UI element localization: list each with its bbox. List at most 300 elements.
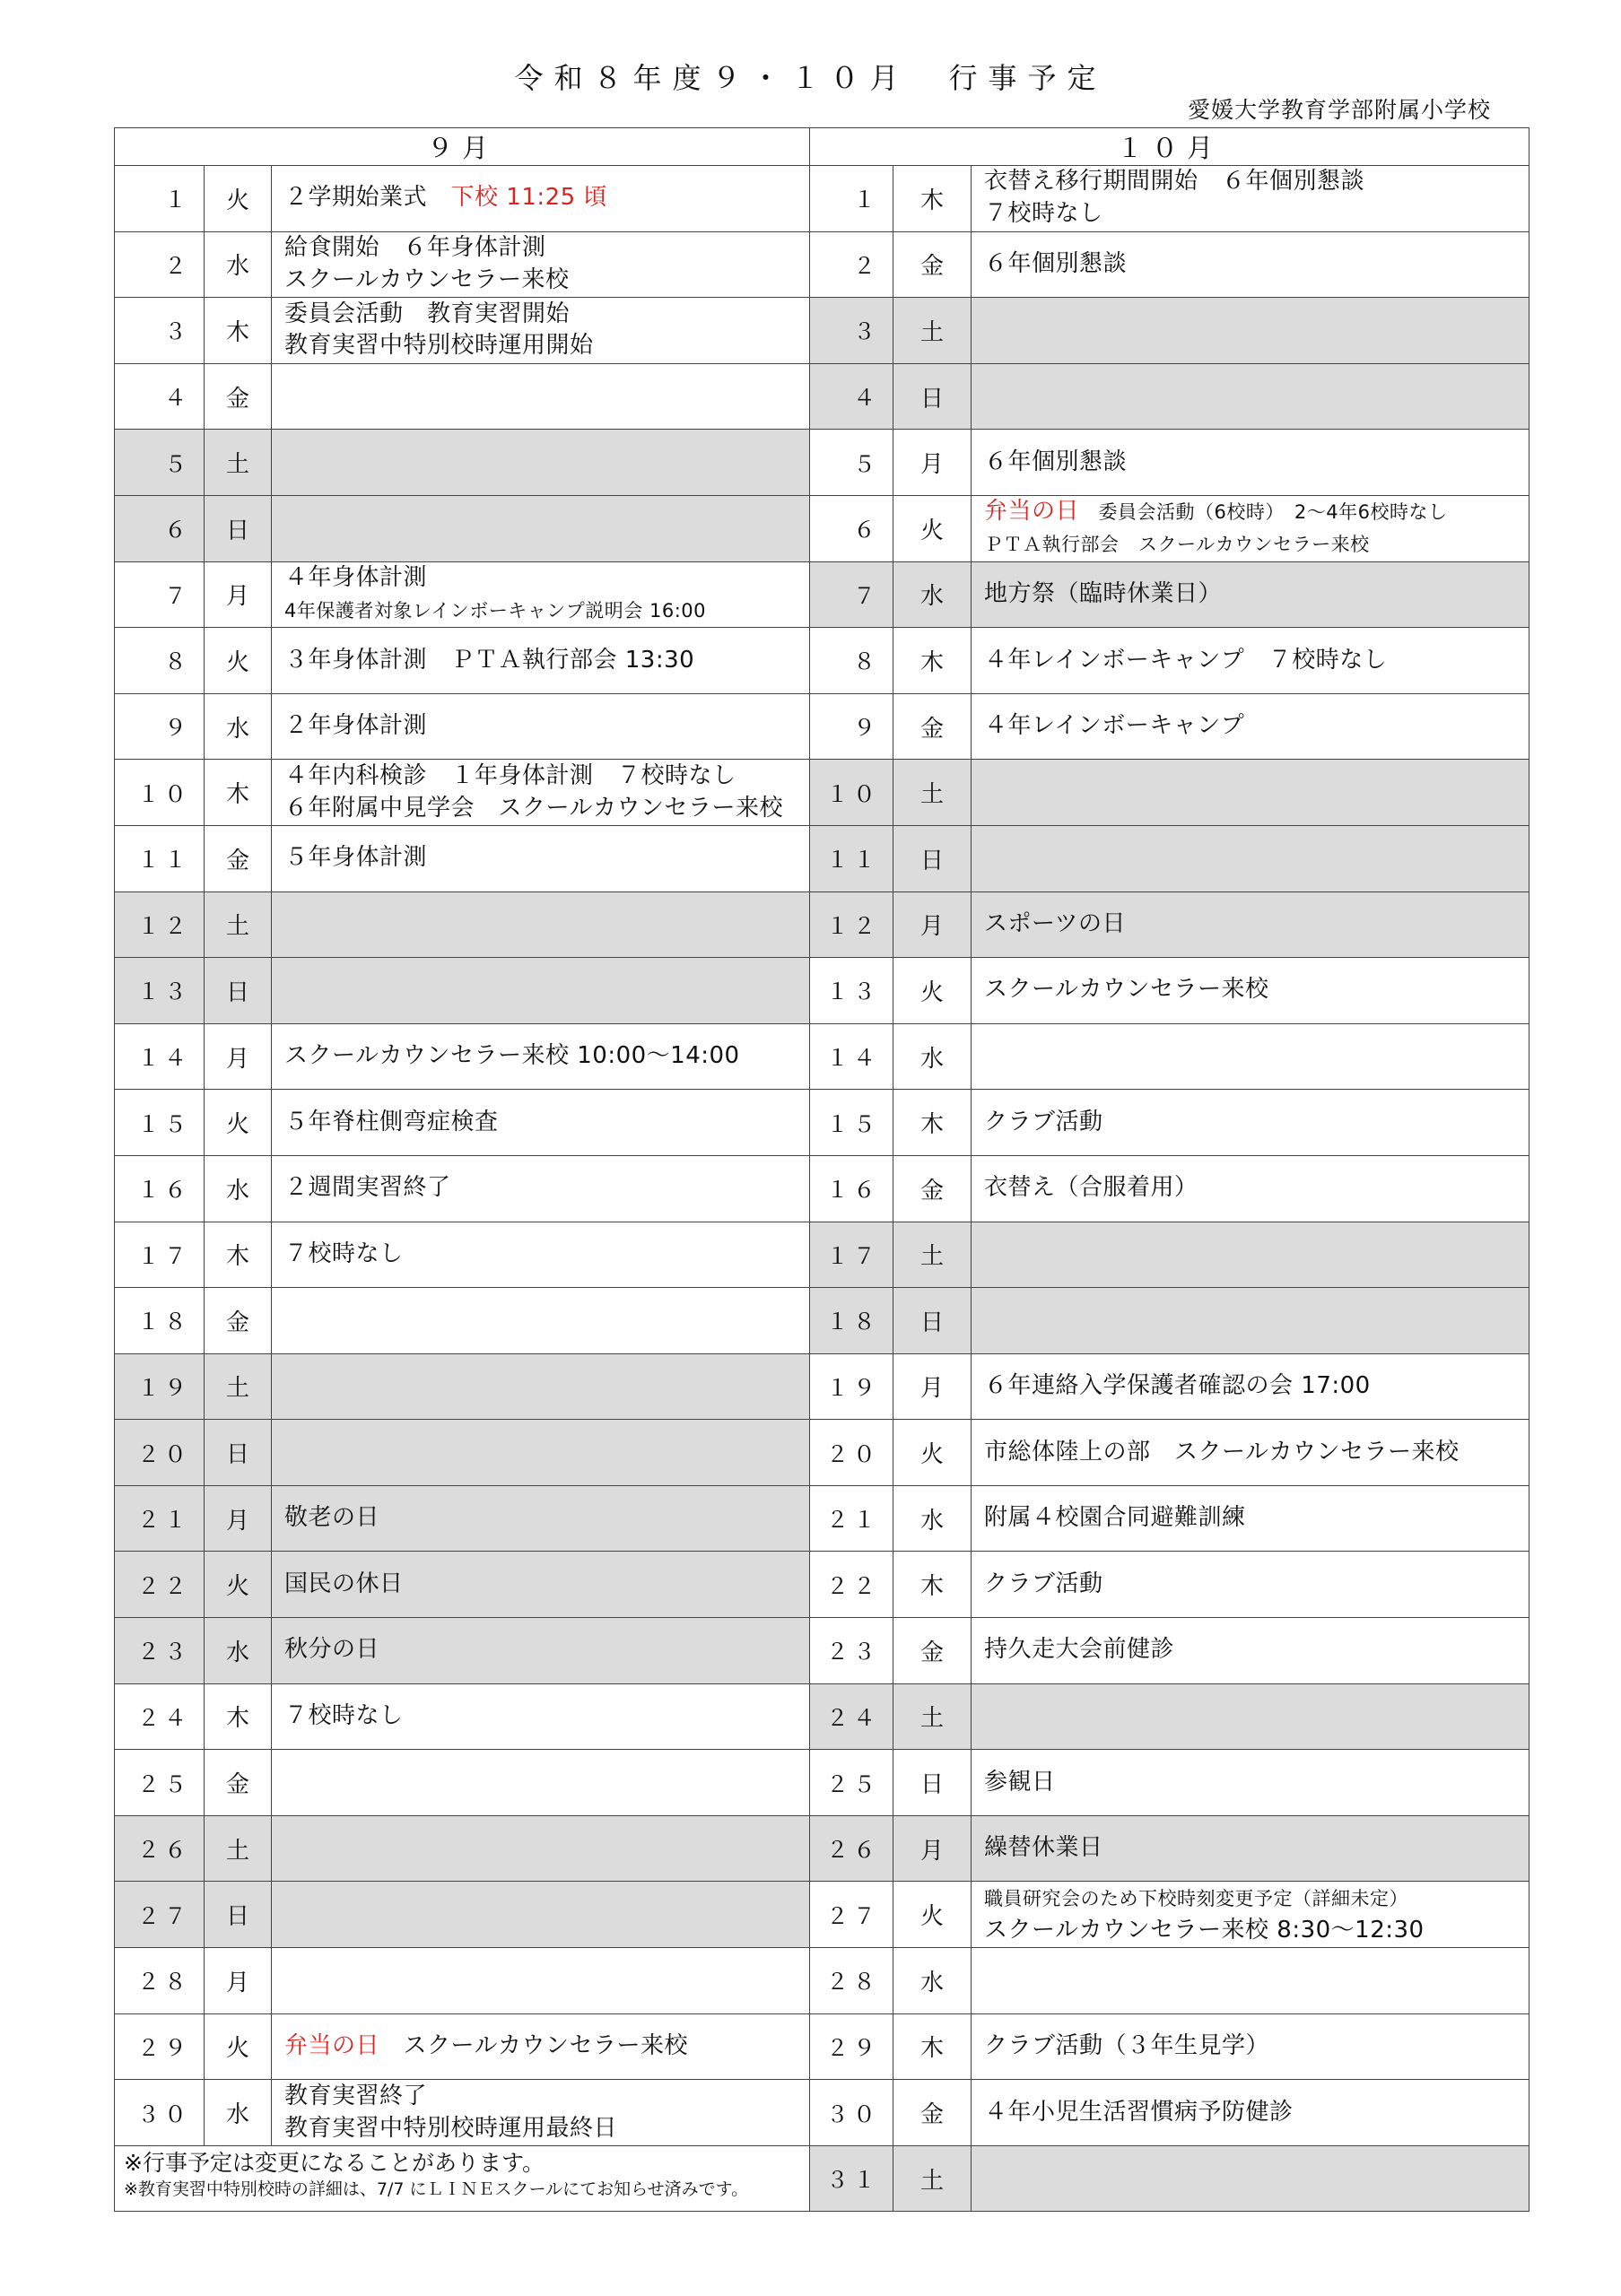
sep-date: １６ — [115, 1155, 205, 1222]
oct-date: ２９ — [810, 2013, 893, 2080]
sep-date: ２４ — [115, 1683, 205, 1750]
table-row — [115, 1815, 1529, 1882]
table-row — [115, 2013, 1529, 2080]
sep-weekday: 土 — [205, 891, 272, 958]
sep-weekday: 木 — [205, 760, 272, 826]
event-line — [984, 198, 1529, 230]
sep-events — [272, 298, 810, 364]
oct-events — [972, 825, 1529, 891]
event-line — [284, 562, 809, 595]
event-text: ６年個別懇談 — [984, 249, 1128, 277]
sep-events — [272, 1948, 810, 2014]
event-line — [284, 595, 809, 627]
event-text: ４年レインボーキャンプ ７校時なし — [984, 646, 1388, 674]
sep-weekday: 日 — [205, 1420, 272, 1486]
event-line — [284, 1700, 809, 1733]
event-line — [984, 1172, 1529, 1205]
oct-weekday: 日 — [893, 363, 972, 430]
event-line — [284, 1040, 809, 1073]
sep-weekday: 日 — [205, 1882, 272, 1948]
oct-events — [972, 1552, 1529, 1618]
oct-events — [972, 1683, 1529, 1750]
sep-weekday: 木 — [205, 1222, 272, 1288]
sep-events — [272, 1023, 810, 1090]
event-text: クラブ活動 — [984, 1108, 1103, 1135]
sep-date: ３ — [115, 298, 205, 364]
oct-weekday: 水 — [893, 1485, 972, 1552]
sep-weekday: 金 — [205, 363, 272, 430]
event-line — [284, 1172, 809, 1205]
table-row — [115, 1155, 1529, 1222]
event-line — [984, 1767, 1529, 1799]
sep-date: ３０ — [115, 2080, 205, 2146]
sep-events — [272, 495, 810, 561]
oct-date: ３１ — [810, 2145, 893, 2212]
oct-weekday: 木 — [893, 1090, 972, 1156]
table-row — [115, 2145, 1529, 2212]
event-text: ６年附属中見学会 スクールカウンセラー来校 — [284, 794, 783, 822]
event-text: ５年脊柱側弯症検査 — [284, 1108, 499, 1135]
event-line — [984, 2031, 1529, 2063]
event-text: ４年内科検診 １年身体計測 ７校時なし — [284, 761, 736, 789]
sep-events — [272, 693, 810, 760]
event-line — [284, 1569, 809, 1601]
sep-weekday: 土 — [205, 430, 272, 496]
oct-weekday: 金 — [893, 1618, 972, 1684]
event-text: 教育実習中特別校時運用最終日 — [284, 2114, 618, 2142]
event-text: スクールカウンセラー来校 — [284, 265, 570, 293]
event-text: クラブ活動 — [984, 1570, 1103, 1597]
oct-date: １３ — [810, 958, 893, 1024]
table-row — [115, 363, 1529, 430]
oct-events — [972, 2145, 1529, 2212]
event-line — [984, 528, 1529, 561]
event-text: ６年個別懇談 — [984, 448, 1128, 475]
oct-date: １２ — [810, 891, 893, 958]
oct-events — [972, 1948, 1529, 2014]
sep-date: １１ — [115, 825, 205, 891]
sep-date: １ — [115, 166, 205, 232]
event-line — [284, 1502, 809, 1535]
sep-weekday: 水 — [205, 1155, 272, 1222]
event-text: 衣替え（合服着用） — [984, 1174, 1198, 1202]
event-line — [984, 1832, 1529, 1865]
oct-events — [972, 1090, 1529, 1156]
sep-date: ９ — [115, 693, 205, 760]
sep-date: １５ — [115, 1090, 205, 1156]
event-line — [984, 2097, 1529, 2129]
oct-weekday: 月 — [893, 891, 972, 958]
table-row — [115, 1288, 1529, 1354]
event-text: 教育実習中特別校時運用開始 — [284, 332, 594, 360]
oct-date: １６ — [810, 1155, 893, 1222]
oct-events — [972, 760, 1529, 826]
sep-weekday: 火 — [205, 628, 272, 694]
event-text: 国民の休日 — [284, 1570, 404, 1597]
table-row — [115, 1420, 1529, 1486]
table-row — [115, 1948, 1529, 2014]
oct-date: ２８ — [810, 1948, 893, 2014]
table-row — [115, 891, 1529, 958]
oct-events — [972, 891, 1529, 958]
table-row — [115, 495, 1529, 561]
note-special-schedule: ※教育実習中特別校時の詳細は、7/7 にＬＩＮＥスクールにてお知らせ済みです。 — [124, 2179, 749, 2199]
sep-events — [272, 363, 810, 430]
table-row — [115, 1882, 1529, 1948]
oct-events — [972, 1155, 1529, 1222]
oct-events — [972, 1222, 1529, 1288]
sep-events — [272, 430, 810, 496]
oct-weekday: 月 — [893, 1353, 972, 1420]
sep-weekday: 木 — [205, 1683, 272, 1750]
event-text: ７校時なし — [984, 200, 1103, 228]
event-text: 委員会活動（6校時） 2～4年6校時なし — [1079, 501, 1448, 524]
oct-date: １８ — [810, 1288, 893, 1354]
sep-weekday: 水 — [205, 693, 272, 760]
oct-events — [972, 363, 1529, 430]
sep-events — [272, 1815, 810, 1882]
oct-weekday: 土 — [893, 1222, 972, 1288]
sep-weekday: 月 — [205, 1023, 272, 1090]
oct-date: １７ — [810, 1222, 893, 1288]
event-text: ２学期始業式 — [284, 184, 451, 212]
table-row — [115, 561, 1529, 628]
oct-weekday: 月 — [893, 430, 972, 496]
oct-weekday: 日 — [893, 1288, 972, 1354]
event-text: スクールカウンセラー来校 — [984, 976, 1269, 1004]
oct-date: １９ — [810, 1353, 893, 1420]
sep-events — [272, 1683, 810, 1750]
sep-weekday: 火 — [205, 1090, 272, 1156]
oct-date: １５ — [810, 1090, 893, 1156]
oct-date: ６ — [810, 495, 893, 561]
oct-date: ３ — [810, 298, 893, 364]
event-line — [984, 974, 1529, 1006]
sep-events — [272, 1750, 810, 1816]
event-line — [284, 1634, 809, 1666]
oct-events — [972, 1288, 1529, 1354]
sep-date: １８ — [115, 1288, 205, 1354]
oct-date: ２４ — [810, 1683, 893, 1750]
oct-date: ２２ — [810, 1552, 893, 1618]
sep-events — [272, 628, 810, 694]
oct-weekday: 火 — [893, 1420, 972, 1486]
oct-events — [972, 166, 1529, 232]
event-line — [284, 1239, 809, 1271]
sep-events — [272, 1618, 810, 1684]
sep-date: ２６ — [115, 1815, 205, 1882]
sep-date: １９ — [115, 1353, 205, 1420]
sep-events — [272, 2013, 810, 2080]
sep-events — [272, 1090, 810, 1156]
sep-date: ２０ — [115, 1420, 205, 1486]
event-line — [984, 1437, 1529, 1469]
table-row — [115, 760, 1529, 826]
sep-events — [272, 1288, 810, 1354]
sep-date: ４ — [115, 363, 205, 430]
sep-events — [272, 561, 810, 628]
table-row — [115, 1618, 1529, 1684]
event-text: ２週間実習終了 — [284, 1174, 451, 1202]
oct-date: １ — [810, 166, 893, 232]
oct-weekday: 木 — [893, 2013, 972, 2080]
event-text: ６年連絡入学保護者確認の会 17:00 — [984, 1372, 1371, 1400]
sep-events — [272, 1155, 810, 1222]
sep-date: ６ — [115, 495, 205, 561]
event-text: スポーツの日 — [984, 909, 1126, 937]
oct-events — [972, 1618, 1529, 1684]
oct-weekday: 木 — [893, 628, 972, 694]
event-line — [984, 166, 1529, 198]
event-text: 市総体陸上の部 スクールカウンセラー来校 — [984, 1438, 1460, 1465]
event-text: ４年レインボーキャンプ — [984, 712, 1245, 740]
oct-events — [972, 561, 1529, 628]
sep-date: １４ — [115, 1023, 205, 1090]
schedule-body — [115, 166, 1529, 2212]
sep-events — [272, 891, 810, 958]
event-line — [984, 496, 1529, 528]
sep-events — [272, 760, 810, 826]
sep-weekday: 金 — [205, 1288, 272, 1354]
event-line — [284, 645, 809, 677]
oct-events — [972, 2013, 1529, 2080]
event-text: ７校時なし — [284, 1702, 404, 1730]
table-row — [115, 166, 1529, 232]
event-line — [984, 1502, 1529, 1535]
event-line — [984, 1370, 1529, 1403]
event-text: ５年身体計測 — [284, 844, 428, 872]
oct-events — [972, 693, 1529, 760]
oct-events — [972, 430, 1529, 496]
note-change: ※行事予定は変更になることがあります。 — [124, 2149, 545, 2176]
oct-date: ８ — [810, 628, 893, 694]
oct-date: １４ — [810, 1023, 893, 1090]
oct-weekday: 月 — [893, 1815, 972, 1882]
oct-events — [972, 1353, 1529, 1420]
sep-date: ２３ — [115, 1618, 205, 1684]
table-row — [115, 231, 1529, 298]
event-text: ４年身体計測 — [284, 563, 428, 591]
event-text: スクールカウンセラー来校 10:00～14:00 — [284, 1042, 740, 1070]
sep-date: ２８ — [115, 1948, 205, 2014]
event-text: 秋分の日 — [284, 1636, 380, 1664]
table-row — [115, 1023, 1529, 1090]
oct-date: ２０ — [810, 1420, 893, 1486]
oct-events — [972, 1882, 1529, 1948]
sep-events — [272, 1353, 810, 1420]
sep-weekday: 月 — [205, 1485, 272, 1552]
event-line — [984, 1569, 1529, 1601]
oct-weekday: 水 — [893, 1023, 972, 1090]
event-line — [984, 1915, 1529, 1947]
sep-weekday: 月 — [205, 561, 272, 628]
sep-date: ２９ — [115, 2013, 205, 2080]
sep-date: １３ — [115, 958, 205, 1024]
table-row — [115, 1485, 1529, 1552]
sep-date: ２２ — [115, 1552, 205, 1618]
event-text: クラブ活動（３年生見学） — [984, 2031, 1270, 2059]
event-line — [284, 761, 809, 793]
september-header: ９月 — [115, 128, 810, 166]
sep-events — [272, 166, 810, 232]
event-text: ７校時なし — [284, 1239, 404, 1267]
sep-date: ２７ — [115, 1882, 205, 1948]
sep-events — [272, 231, 810, 298]
oct-weekday: 金 — [893, 1155, 972, 1222]
event-line — [284, 330, 809, 362]
event-text: 参観日 — [984, 1768, 1056, 1796]
table-row — [115, 1090, 1529, 1156]
oct-weekday: 火 — [893, 1882, 972, 1948]
table-row — [115, 1222, 1529, 1288]
sep-events — [272, 1420, 810, 1486]
oct-date: １０ — [810, 760, 893, 826]
sep-weekday: 水 — [205, 1618, 272, 1684]
sep-events — [272, 1222, 810, 1288]
sep-date: ２１ — [115, 1485, 205, 1552]
sep-weekday: 日 — [205, 495, 272, 561]
sep-weekday: 木 — [205, 298, 272, 364]
sep-weekday: 火 — [205, 166, 272, 232]
oct-events — [972, 1815, 1529, 1882]
event-line — [284, 2031, 809, 2063]
oct-events — [972, 298, 1529, 364]
oct-events — [972, 231, 1529, 298]
event-text: 衣替え移行期間開始 ６年個別懇談 — [984, 168, 1365, 196]
sep-date: １７ — [115, 1222, 205, 1288]
event-line — [284, 842, 809, 874]
event-text: 4年保護者対象レインボーキャンプ説明会 16:00 — [284, 599, 707, 622]
event-line — [284, 793, 809, 825]
table-row — [115, 628, 1529, 694]
event-line — [284, 1107, 809, 1139]
oct-date: ９ — [810, 693, 893, 760]
sep-events — [272, 2080, 810, 2146]
oct-weekday: 水 — [893, 1948, 972, 2014]
highlight-text: 下校 11:25 頃 — [450, 184, 607, 212]
table-row — [115, 1353, 1529, 1420]
event-line — [984, 248, 1529, 281]
sep-date: １２ — [115, 891, 205, 958]
sep-events — [272, 958, 810, 1024]
event-text: 地方祭（臨時休業日） — [984, 579, 1223, 607]
oct-events — [972, 2080, 1529, 2146]
oct-weekday: 土 — [893, 298, 972, 364]
event-text: ４年小児生活習慣病予防健診 — [984, 2098, 1294, 2126]
event-text: 給食開始 ６年身体計測 — [284, 234, 546, 262]
event-line — [984, 1107, 1529, 1139]
sep-weekday: 土 — [205, 1353, 272, 1420]
sep-weekday: 金 — [205, 825, 272, 891]
table-row — [115, 693, 1529, 760]
sep-date: ８ — [115, 628, 205, 694]
sep-weekday: 火 — [205, 1552, 272, 1618]
october-header: １０月 — [810, 128, 1529, 166]
school-name: 愛媛大学教育学部附属小学校 — [1187, 97, 1491, 123]
oct-date: ２３ — [810, 1618, 893, 1684]
notes-cell — [115, 2145, 810, 2212]
oct-date: ２５ — [810, 1750, 893, 1816]
event-line — [984, 909, 1529, 941]
sep-date: ７ — [115, 561, 205, 628]
oct-weekday: 土 — [893, 2145, 972, 2212]
event-text: 附属４校園合同避難訓練 — [984, 1504, 1246, 1532]
oct-date: ２１ — [810, 1485, 893, 1552]
oct-date: ５ — [810, 430, 893, 496]
highlight-text: 弁当の日 — [284, 2031, 380, 2059]
oct-weekday: 火 — [893, 958, 972, 1024]
table-row — [115, 958, 1529, 1024]
oct-weekday: 日 — [893, 1750, 972, 1816]
event-text: 繰替休業日 — [984, 1834, 1103, 1862]
event-line — [984, 447, 1529, 479]
sep-events — [272, 1882, 810, 1948]
sep-weekday: 日 — [205, 958, 272, 1024]
event-text: スクールカウンセラー来校 — [379, 2031, 688, 2059]
sep-date: ２５ — [115, 1750, 205, 1816]
sep-weekday: 水 — [205, 231, 272, 298]
table-row — [115, 298, 1529, 364]
sep-weekday: 月 — [205, 1948, 272, 2014]
event-text: ＰＴＡ執行部会 スクールカウンセラー来校 — [984, 534, 1370, 556]
event-text: ３年身体計測 ＰＴＡ執行部会 13:30 — [284, 646, 695, 674]
sep-weekday: 金 — [205, 1750, 272, 1816]
event-line — [284, 182, 809, 214]
event-line — [284, 232, 809, 265]
schedule-table — [114, 127, 1529, 2212]
table-row — [115, 825, 1529, 891]
sep-weekday: 火 — [205, 2013, 272, 2080]
event-line — [284, 265, 809, 297]
table-row — [115, 1683, 1529, 1750]
event-line — [984, 578, 1529, 611]
sep-date: ５ — [115, 430, 205, 496]
oct-events — [972, 495, 1529, 561]
oct-weekday: 水 — [893, 561, 972, 628]
oct-date: ２ — [810, 231, 893, 298]
table-row — [115, 2080, 1529, 2146]
oct-events — [972, 958, 1529, 1024]
oct-date: ２６ — [810, 1815, 893, 1882]
oct-weekday: 金 — [893, 2080, 972, 2146]
sep-events — [272, 1485, 810, 1552]
oct-events — [972, 628, 1529, 694]
table-row — [115, 1750, 1529, 1816]
oct-events — [972, 1485, 1529, 1552]
event-line — [984, 710, 1529, 743]
oct-events — [972, 1023, 1529, 1090]
event-line — [284, 299, 809, 331]
oct-weekday: 金 — [893, 231, 972, 298]
sep-date: ２ — [115, 231, 205, 298]
oct-weekday: 火 — [893, 495, 972, 561]
sep-events — [272, 1552, 810, 1618]
oct-date: ４ — [810, 363, 893, 430]
event-text: 敬老の日 — [284, 1504, 380, 1532]
table-row — [115, 430, 1529, 496]
oct-weekday: 木 — [893, 166, 972, 232]
event-text: 委員会活動 教育実習開始 — [284, 300, 571, 327]
event-line — [984, 1883, 1529, 1915]
sep-date: １０ — [115, 760, 205, 826]
oct-date: ３０ — [810, 2080, 893, 2146]
oct-weekday: 金 — [893, 693, 972, 760]
event-line — [984, 1634, 1529, 1666]
event-text: 教育実習終了 — [284, 2082, 428, 2109]
event-text: ２年身体計測 — [284, 712, 428, 740]
oct-date: １１ — [810, 825, 893, 891]
oct-date: ２７ — [810, 1882, 893, 1948]
